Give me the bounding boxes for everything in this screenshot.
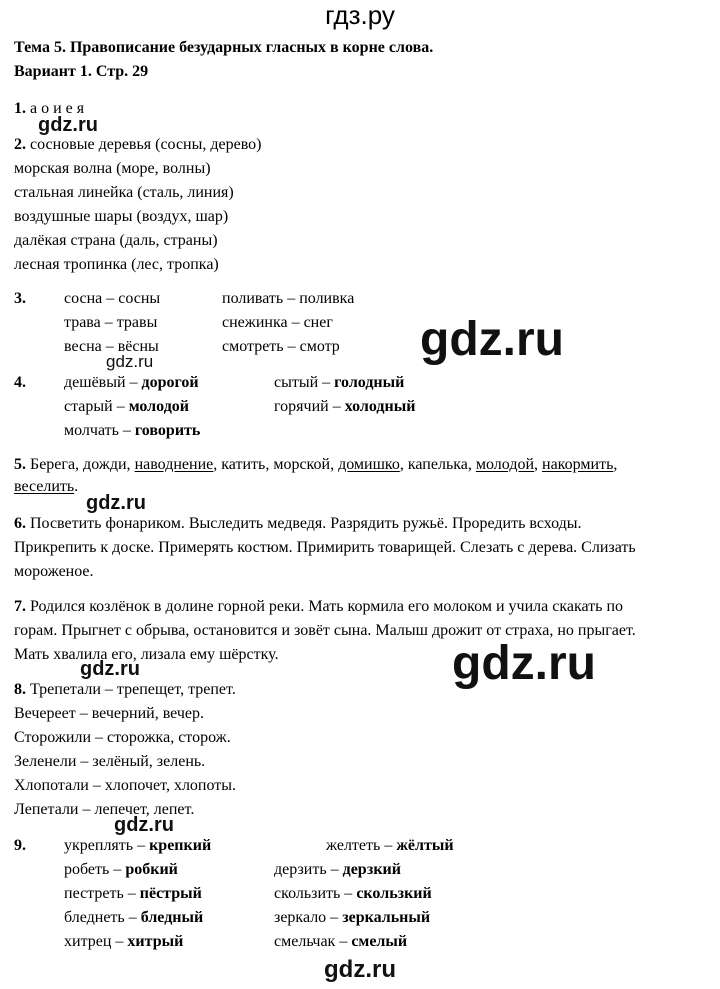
answer: крепкий xyxy=(149,837,212,854)
text: , катить, морской, xyxy=(213,456,339,473)
word: Хлопотали xyxy=(14,777,89,794)
exercise-number: 3. xyxy=(14,290,26,307)
exercise-number: 7. xyxy=(14,598,26,615)
answer: жёлтый xyxy=(396,837,454,854)
exercise-number: 9. xyxy=(14,837,26,854)
word-pair xyxy=(64,836,211,856)
answer: зеркальный xyxy=(342,909,431,926)
text: , xyxy=(613,456,618,473)
exercise-5-line xyxy=(14,477,78,497)
footer-watermark: gdz.ru xyxy=(324,956,396,983)
answer: холодный xyxy=(344,398,416,415)
watermark: gdz.ru xyxy=(114,814,174,836)
word: зеркало – xyxy=(274,909,343,926)
word-pair xyxy=(274,908,430,928)
answer: робкий xyxy=(125,861,178,878)
exercise-8-row xyxy=(14,704,204,724)
text: – сторожка, сторож. xyxy=(91,729,231,746)
answer: хитрый xyxy=(127,933,184,950)
answer: пёстрый xyxy=(139,885,202,902)
watermark: gdz.ru xyxy=(452,637,596,690)
antonym-pair xyxy=(274,397,415,417)
word: Лепетали xyxy=(14,801,79,818)
page-title: Тема 5. Правописание безударных гласных в корне слова. xyxy=(14,39,434,56)
exercise-6-line xyxy=(14,514,582,534)
antonym-pair xyxy=(274,373,404,393)
answer: говорить xyxy=(134,422,201,439)
word: Трепетали xyxy=(30,681,101,698)
exercise-text: сосновые деревья (сосны, дерево) xyxy=(30,136,262,153)
exercise-number: 4. xyxy=(14,374,26,391)
site-header: гдз.ру xyxy=(325,0,395,30)
word: старый – xyxy=(64,398,129,415)
word: пестреть – xyxy=(64,885,140,902)
page-subtitle: Вариант 1. Стр. 29 xyxy=(14,63,149,80)
exercise-8-row xyxy=(14,776,236,796)
word-pair xyxy=(274,884,432,904)
text: Берега, дожди, xyxy=(26,456,135,473)
word-pair xyxy=(64,932,183,952)
word-pair: сосна – сосны xyxy=(64,290,161,307)
word-pair xyxy=(326,836,454,856)
word-pair: смотреть – смотр xyxy=(222,338,340,355)
watermark: gdz.ru xyxy=(38,114,98,136)
text: , капелька, xyxy=(399,456,476,473)
word: дерзить – xyxy=(274,861,343,878)
exercise-2-line: лесная тропинка (лес, тропка) xyxy=(14,256,219,273)
watermark: gdz.ru xyxy=(86,492,146,514)
exercise-2-line: далёкая страна (даль, страны) xyxy=(14,232,218,249)
exercise-2-line: воздушные шары (воздух, шар) xyxy=(14,208,229,225)
word: робеть – xyxy=(64,861,126,878)
word: Зеленели xyxy=(14,753,77,770)
text: – лепечет, лепет. xyxy=(78,801,195,818)
answer: скользкий xyxy=(356,885,432,902)
underlined-word: домишко xyxy=(338,456,400,473)
text: – хлопочет, хлопоты. xyxy=(88,777,237,794)
antonym-pair xyxy=(64,373,199,393)
watermark: gdz.ru xyxy=(80,658,140,680)
word-pair xyxy=(274,932,407,952)
text: – трепещет, трепет. xyxy=(100,681,236,698)
exercise-2-line: стальная линейка (сталь, линия) xyxy=(14,184,234,201)
word: укреплять – xyxy=(64,837,150,854)
exercise-number: 5. xyxy=(14,456,26,473)
word: дешёвый – xyxy=(64,374,142,391)
antonym-pair xyxy=(64,397,189,417)
word: хитрец – xyxy=(64,933,128,950)
word: молчать – xyxy=(64,422,135,439)
text: – вечерний, вечер. xyxy=(75,705,205,722)
word: желтеть – xyxy=(326,837,397,854)
antonym-pair xyxy=(64,421,200,441)
word: бледнеть – xyxy=(64,909,141,926)
exercise-6-line: Прикрепить к доске. Примерять костюм. Примирить товарищей. Слезать с дерева. Слизать xyxy=(14,539,636,556)
exercise-7-line: Мать хвалила его, лизала ему шёрстку. xyxy=(14,646,279,663)
word-pair: трава – травы xyxy=(64,314,158,331)
exercise-8-row xyxy=(14,728,231,748)
exercise-8-row xyxy=(14,680,236,700)
answer: дорогой xyxy=(141,374,199,391)
word: Сторожили xyxy=(14,729,92,746)
exercise-number: 2. xyxy=(14,136,26,153)
answer: смелый xyxy=(351,933,408,950)
exercise-number: 6. xyxy=(14,515,26,532)
exercise-7-line xyxy=(14,597,623,617)
exercise-5-line xyxy=(14,455,617,475)
answer: бледный xyxy=(140,909,204,926)
text: Родился козлёнок в долине горной реки. Мать кормила его молоком и учила скакать по xyxy=(26,598,624,615)
word-pair: снежинка – снег xyxy=(222,314,333,331)
word-pair xyxy=(274,860,401,880)
answer: голодный xyxy=(334,374,405,391)
word: Вечереет xyxy=(14,705,76,722)
text: Посветить фонариком. Выследить медведя. Разрядить ружьё. Проредить всходы. xyxy=(26,515,582,532)
exercise-2-line xyxy=(14,135,261,155)
word: горячий – xyxy=(274,398,345,415)
text: . xyxy=(74,478,79,495)
text: , xyxy=(534,456,543,473)
word: смельчак – xyxy=(274,933,352,950)
exercise-number: 1. xyxy=(14,100,26,117)
word-pair: поливать – поливка xyxy=(222,290,355,307)
exercise-7-line: горам. Прыгнет с обрыва, остановится и зовёт сына. Малыш дрожит от страха, но прыгает. xyxy=(14,622,636,639)
underlined-word: молодой xyxy=(475,456,535,473)
underlined-word: наводнение xyxy=(134,456,214,473)
watermark: gdz.ru xyxy=(106,352,154,371)
text: – зелёный, зелень. xyxy=(76,753,206,770)
word-pair xyxy=(64,860,178,880)
word-pair: весна – вёсны xyxy=(64,338,159,355)
underlined-word: веселить xyxy=(14,478,75,495)
exercise-8-row xyxy=(14,752,205,772)
word-pair xyxy=(64,908,203,928)
word: скользить – xyxy=(274,885,357,902)
exercise-number: 8. xyxy=(14,681,26,698)
word-pair xyxy=(64,884,202,904)
exercise-text: а о и е я xyxy=(30,100,85,117)
answer: молодой xyxy=(128,398,190,415)
word: сытый – xyxy=(274,374,335,391)
exercise-6-line: мороженое. xyxy=(14,563,94,580)
answer: дерзкий xyxy=(342,861,401,878)
exercise-2-line: морская волна (море, волны) xyxy=(14,160,211,177)
underlined-word: накормить xyxy=(542,456,614,473)
watermark: gdz.ru xyxy=(420,313,564,366)
